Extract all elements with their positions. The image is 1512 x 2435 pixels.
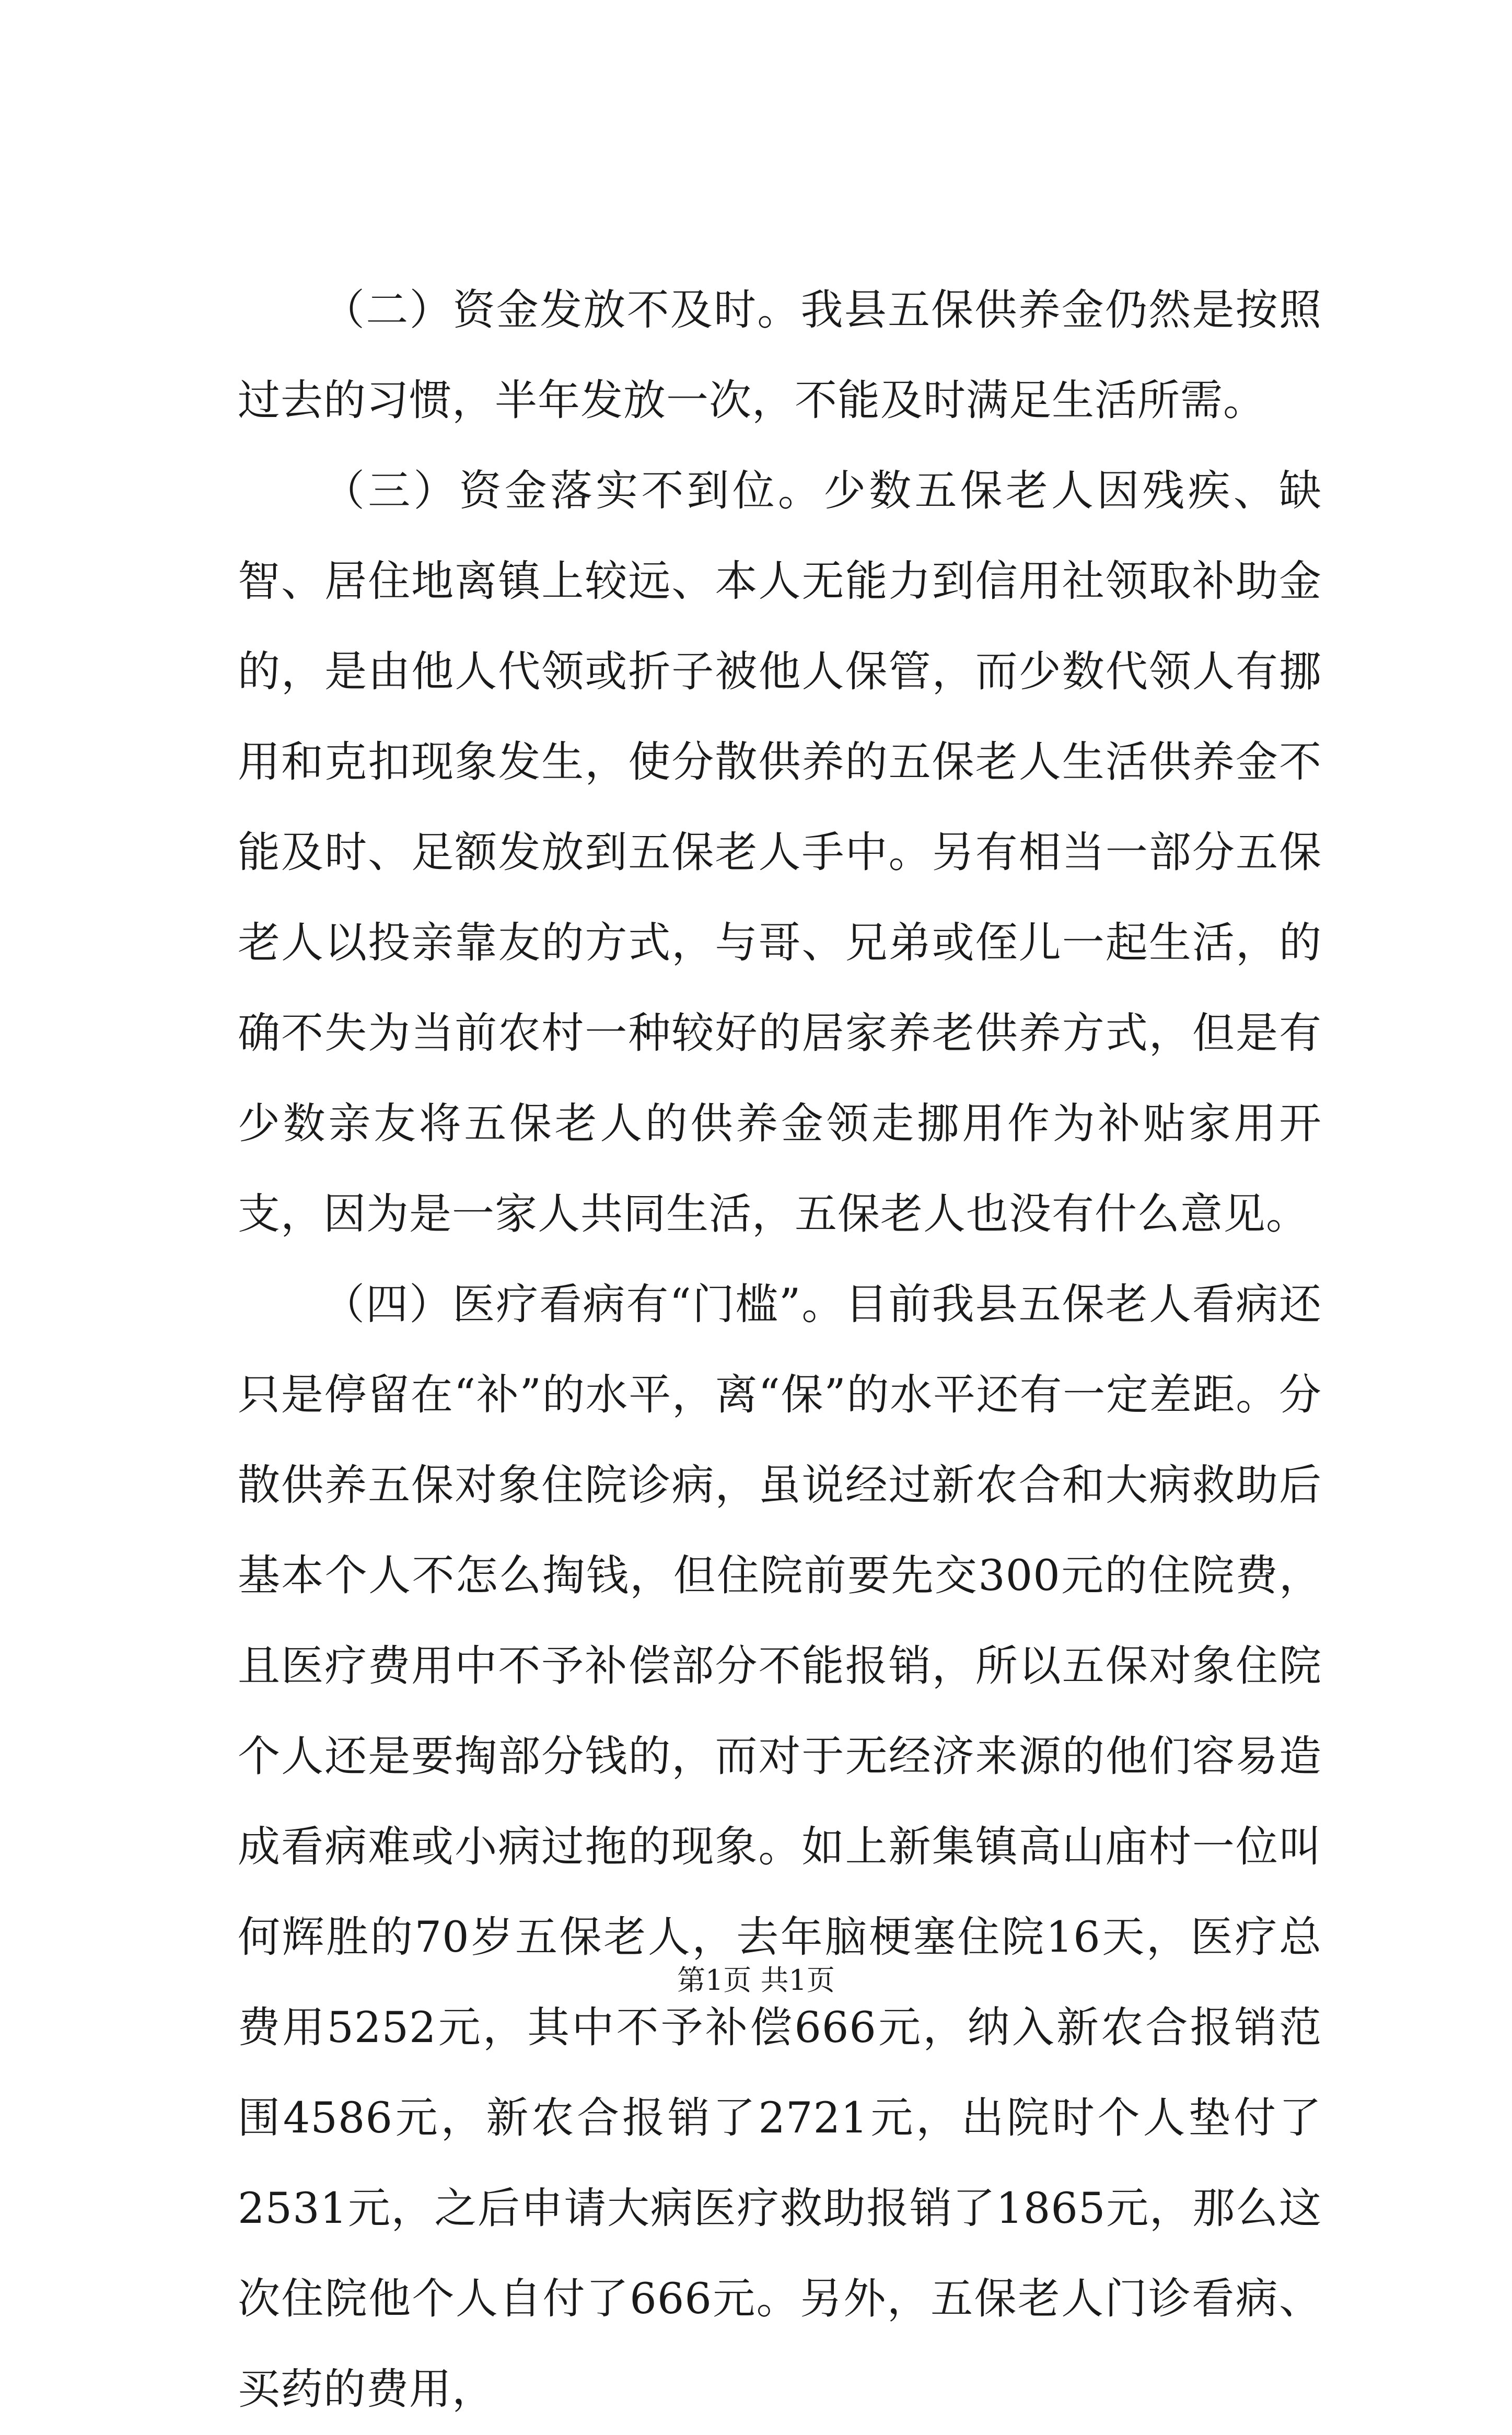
- document-body: [238, 265, 1322, 2435]
- paragraph-medical-threshold: （四）医疗看病有“门槛”。目前我县五保老人看病还只是停留在“补”的水平，离“保”的水平还有一定差距。分散供养五保对象住院诊病，虽说经过新农合和大病救助后基本个人不怎么掏钱，但住院前要先交300元的住院费，且医疗费用中不予补偿部分不能报销，所以五保对象住院个人还是要掏部分钱的，而对于无经济来源的他们容易造成看病难或小病过拖的现象。如上新集镇高山庙村一位叫何辉胜的70岁五保老人，去年脑梗塞住院16天，医疗总费用5252元，其中不予补偿666元，纳入新农合报销范围4586元，新农合报销了2721元，出院时个人垫付了2531元，之后申请大病医疗救助报销了1865元，那么这次住院他个人自付了666元。另外，五保老人门诊看病、买药的费用，: [238, 1280, 1322, 2414]
- paragraph-funds-implementation: （三）资金落实不到位。少数五保老人因残疾、缺智、居住地离镇上较远、本人无能力到信用社领取补助金的，是由他人代领或折子被他人保管，而少数代领人有挪用和克扣现象发生，使分散供养的五保老人生活供养金不能及时、足额发放到五保老人手中。另有相当一部分五保老人以投亲靠友的方式，与哥、兄弟或侄儿一起生活，的确不失为当前农村一种较好的居家养老供养方式，但是有少数亲友将五保老人的供养金领走挪用作为补贴家用开支，因为是一家人共同生活，五保老人也没有什么意见。: [238, 467, 1322, 1239]
- paragraph-funds-distribution: （二）资金发放不及时。我县五保供养金仍然是按照过去的习惯，半年发放一次，不能及时满足生活所需。: [238, 286, 1322, 425]
- page-footer: 第1页 共1页: [677, 1964, 835, 1997]
